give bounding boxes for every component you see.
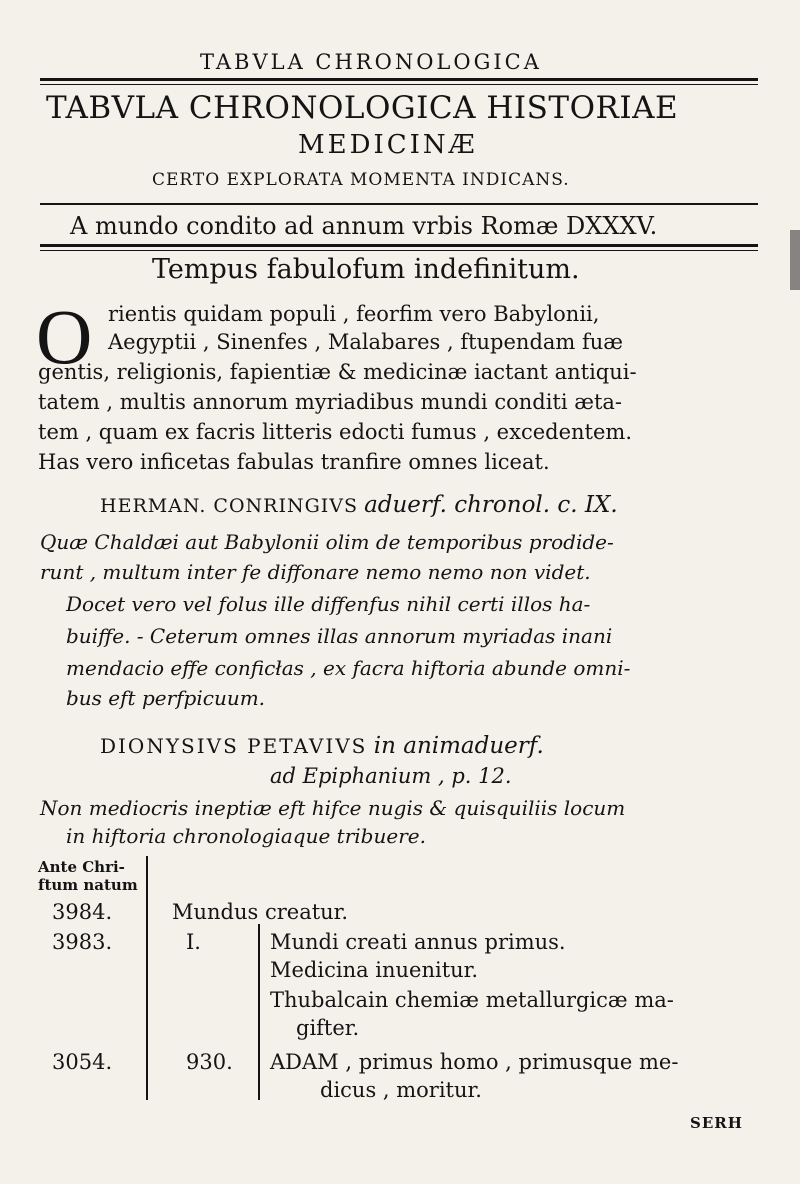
drop-cap: O bbox=[36, 293, 93, 380]
citation-2-author: DIONYSIVS PETAVIVS bbox=[100, 734, 368, 758]
title-line-2: MEDICINÆ bbox=[298, 130, 478, 160]
table-row-4-text-2: dicus , moritur. bbox=[320, 1078, 482, 1102]
table-row-1-year: 3984. bbox=[52, 900, 113, 924]
table-row-3-text-2: gifter. bbox=[296, 1016, 360, 1040]
citation-2-ref-line-1: in animaduerf. bbox=[373, 733, 544, 759]
quote-2-line-1: Non mediocris ineptiæ eft hifce nugis & quisquiliis locum bbox=[40, 796, 626, 820]
body-line-4: tatem , multis annorum myriadibus mundi conditi æta- bbox=[38, 390, 623, 414]
head-rule-bottom bbox=[40, 84, 758, 85]
citation-1 bbox=[100, 492, 618, 518]
range-line: A mundo condito ad annum vrbis Romæ DXXXV. bbox=[70, 212, 658, 240]
citation-1-ref: aduerf. chronol. c. IX. bbox=[364, 492, 618, 518]
quote-1-line-6: bus eft perfpicuum. bbox=[66, 686, 266, 710]
title-line-1: TABVLA CHRONOLOGICA HISTORIAE bbox=[46, 90, 679, 126]
table-header-line-1: Ante Chri- bbox=[38, 858, 125, 876]
table-row-1-text-1: Mundus creatur. bbox=[172, 900, 349, 924]
quote-1-line-5: mendacio effe conficłas , ex facra hiftoria abunde omni- bbox=[66, 656, 631, 680]
citation-2-ref-line-2: ad Epiphanium , p. 12. bbox=[270, 764, 512, 788]
quote-1-line-4: buiffe. - Ceterum omnes illas annorum myriadas inani bbox=[66, 624, 613, 648]
table-row-4-anno: 930. bbox=[186, 1050, 233, 1074]
table-row-3-text-1: Thubalcain chemiæ metallurgicæ ma- bbox=[270, 988, 674, 1012]
head-rule-top bbox=[40, 78, 758, 81]
table-row-2-year: 3983. bbox=[52, 930, 113, 954]
table-header-line-2: ftum natum bbox=[38, 876, 138, 894]
table-column-divider-1 bbox=[146, 856, 148, 1100]
range-rule-2 bbox=[40, 250, 758, 251]
body-line-2: Aegyptii , Sinenfes , Malabares , ftupendam fuæ bbox=[108, 330, 624, 354]
running-head: TABVLA CHRONOLOGICA bbox=[200, 50, 542, 74]
table-row-2-text-1: Mundi creati annus primus. bbox=[270, 930, 566, 954]
section-heading: Tempus fabulofum indefinitum. bbox=[152, 254, 580, 285]
body-line-6: Has vero inficetas fabulas tranfire omnes liceat. bbox=[38, 450, 550, 474]
quote-2-line-2: in hiftoria chronologiaque tribuere. bbox=[66, 824, 426, 848]
body-line-3: gentis, religionis, fapientiæ & medicinæ iactant antiqui- bbox=[38, 360, 637, 384]
title-rule bbox=[40, 203, 758, 205]
table-row-2-text-2: Medicina inuenitur. bbox=[270, 958, 479, 982]
citation-2 bbox=[100, 733, 544, 759]
title-line-3: CERTO EXPLORATA MOMENTA INDICANS. bbox=[152, 170, 570, 190]
range-rule-1 bbox=[40, 244, 758, 247]
page-edge-shadow bbox=[790, 230, 800, 290]
table-row-2-anno: I. bbox=[186, 930, 201, 954]
citation-1-author: HERMAN. CONRINGIVS bbox=[100, 495, 359, 517]
quote-1-line-3: Docet vero vel folus ille diffenfus nihil certi illos ha- bbox=[66, 592, 591, 616]
table-row-4-year: 3054. bbox=[52, 1050, 113, 1074]
body-line-1: rientis quidam populi , feorfim vero Babylonii, bbox=[108, 302, 600, 326]
table-column-divider-2 bbox=[258, 924, 260, 1100]
catchword: SERH bbox=[690, 1114, 743, 1132]
quote-1-line-1: Quæ Chaldæi aut Babylonii olim de temporibus prodide- bbox=[40, 530, 614, 554]
quote-1-line-2: runt , multum inter fe diffonare nemo nemo non videt. bbox=[40, 560, 591, 584]
table-row-4-text-1: ADAM , primus homo , primusque me- bbox=[270, 1050, 679, 1074]
body-line-5: tem , quam ex facris litteris edocti fumus , excedentem. bbox=[38, 420, 632, 444]
